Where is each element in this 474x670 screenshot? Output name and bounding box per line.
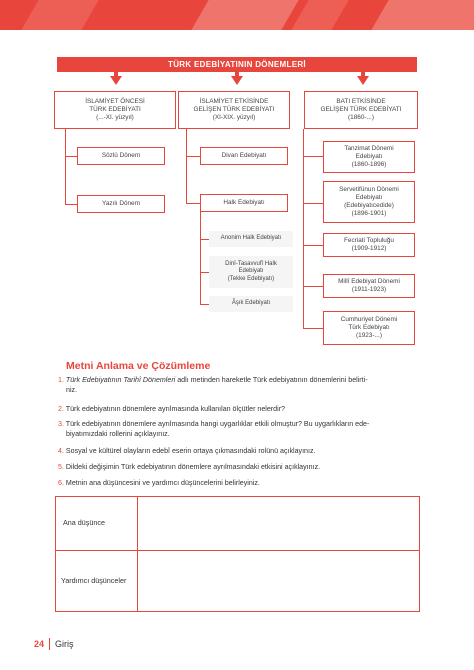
question-1: 1. Türk Edebiyatının Tarihî Dönemleri adlı metinden hareketle Türk edebiyatının dönemlerini belirti- niz. bbox=[58, 376, 368, 395]
answer-field-ana[interactable] bbox=[138, 497, 419, 550]
col3-item-fecriati: Fecriati Topluluğu (1909-1912) bbox=[323, 233, 415, 257]
col3-item-milli: Millî Edebiyat Dönemi (1911-1923) bbox=[323, 274, 415, 298]
header-banner bbox=[0, 0, 474, 30]
col2-subitem-tekke: Dinî-Tasavvufî Halk Edebiyatı (Tekke Edebiyatı) bbox=[209, 256, 293, 288]
col3-item-servetifunun: Servetifünun Dönemi Edebiyatı (Edebiyatıcedide) (1896-1901) bbox=[323, 181, 415, 223]
col2-item-halk: Halk Edebiyatı bbox=[200, 194, 288, 212]
chart-title: TÜRK EDEBİYATININ DÖNEMLERİ bbox=[57, 57, 417, 72]
question-6: 6. Metnin ana düşüncesini ve yardımcı düşüncelerini belirleyiniz. bbox=[58, 479, 260, 487]
col1-head: İSLAMİYET ÖNCESİ TÜRK EDEBİYATI (...-XI. yüzyıl) bbox=[54, 91, 176, 129]
col3-head: BATI ETKİSİNDE GELİŞEN TÜRK EDEBİYATI (1860-...) bbox=[304, 91, 418, 129]
answer-table bbox=[55, 496, 420, 612]
col1-item-yazili: Yazılı Dönem bbox=[77, 195, 165, 213]
row-label-yardimci: Yardımcı düşünceler bbox=[61, 576, 127, 585]
col2-subitem-asik: Âşık Edebiyatı bbox=[209, 296, 293, 312]
col2-head: İSLAMİYET ETKİSİNDE GELİŞEN TÜRK EDEBİYATI (XI-XIX. yüzyıl) bbox=[178, 91, 290, 129]
page-number: 24 bbox=[34, 639, 45, 649]
col3-item-cumhuriyet: Cumhuriyet Dönemi Türk Edebiyatı (1923-...) bbox=[323, 311, 415, 345]
col1-item-sozlu: Sözlü Dönem bbox=[77, 147, 165, 165]
question-2: 2. Türk edebiyatının dönemlere ayrılmasında kullanılan ölçütler nelerdir? bbox=[58, 405, 285, 413]
question-3: 3. Türk edebiyatının dönemlere ayrılmasında hangi uygarlıklar etkili olmuştur? Bu uygarlıkların ede- biyatımızdaki rollerini açıklayınız. bbox=[58, 420, 370, 439]
arrow-down-icon bbox=[110, 76, 122, 85]
footer-divider bbox=[49, 638, 50, 650]
section-title: Metni Anlama ve Çözümleme bbox=[66, 360, 211, 372]
question-5: 5. Dildeki değişimin Türk edebiyatının dönemlere ayrılmasındaki etkisini açıklayınız. bbox=[58, 463, 321, 471]
col3-item-tanzimat: Tanzimat Dönemi Edebiyatı (1860-1896) bbox=[323, 141, 415, 173]
arrow-down-icon bbox=[357, 76, 369, 85]
col2-subitem-anonim: Anonim Halk Edebiyatı bbox=[209, 231, 293, 247]
footer-section: Giriş bbox=[55, 639, 74, 649]
row-label-ana: Ana düşünce bbox=[63, 518, 105, 527]
arrow-down-icon bbox=[231, 76, 243, 85]
question-4: 4. Sosyal ve kültürel olayların edebî eserin ortaya çıkmasındaki rolünü açıklayınız. bbox=[58, 447, 316, 455]
answer-field-yardimci[interactable] bbox=[138, 551, 419, 611]
col2-item-divan: Divan Edebiyatı bbox=[200, 147, 288, 165]
